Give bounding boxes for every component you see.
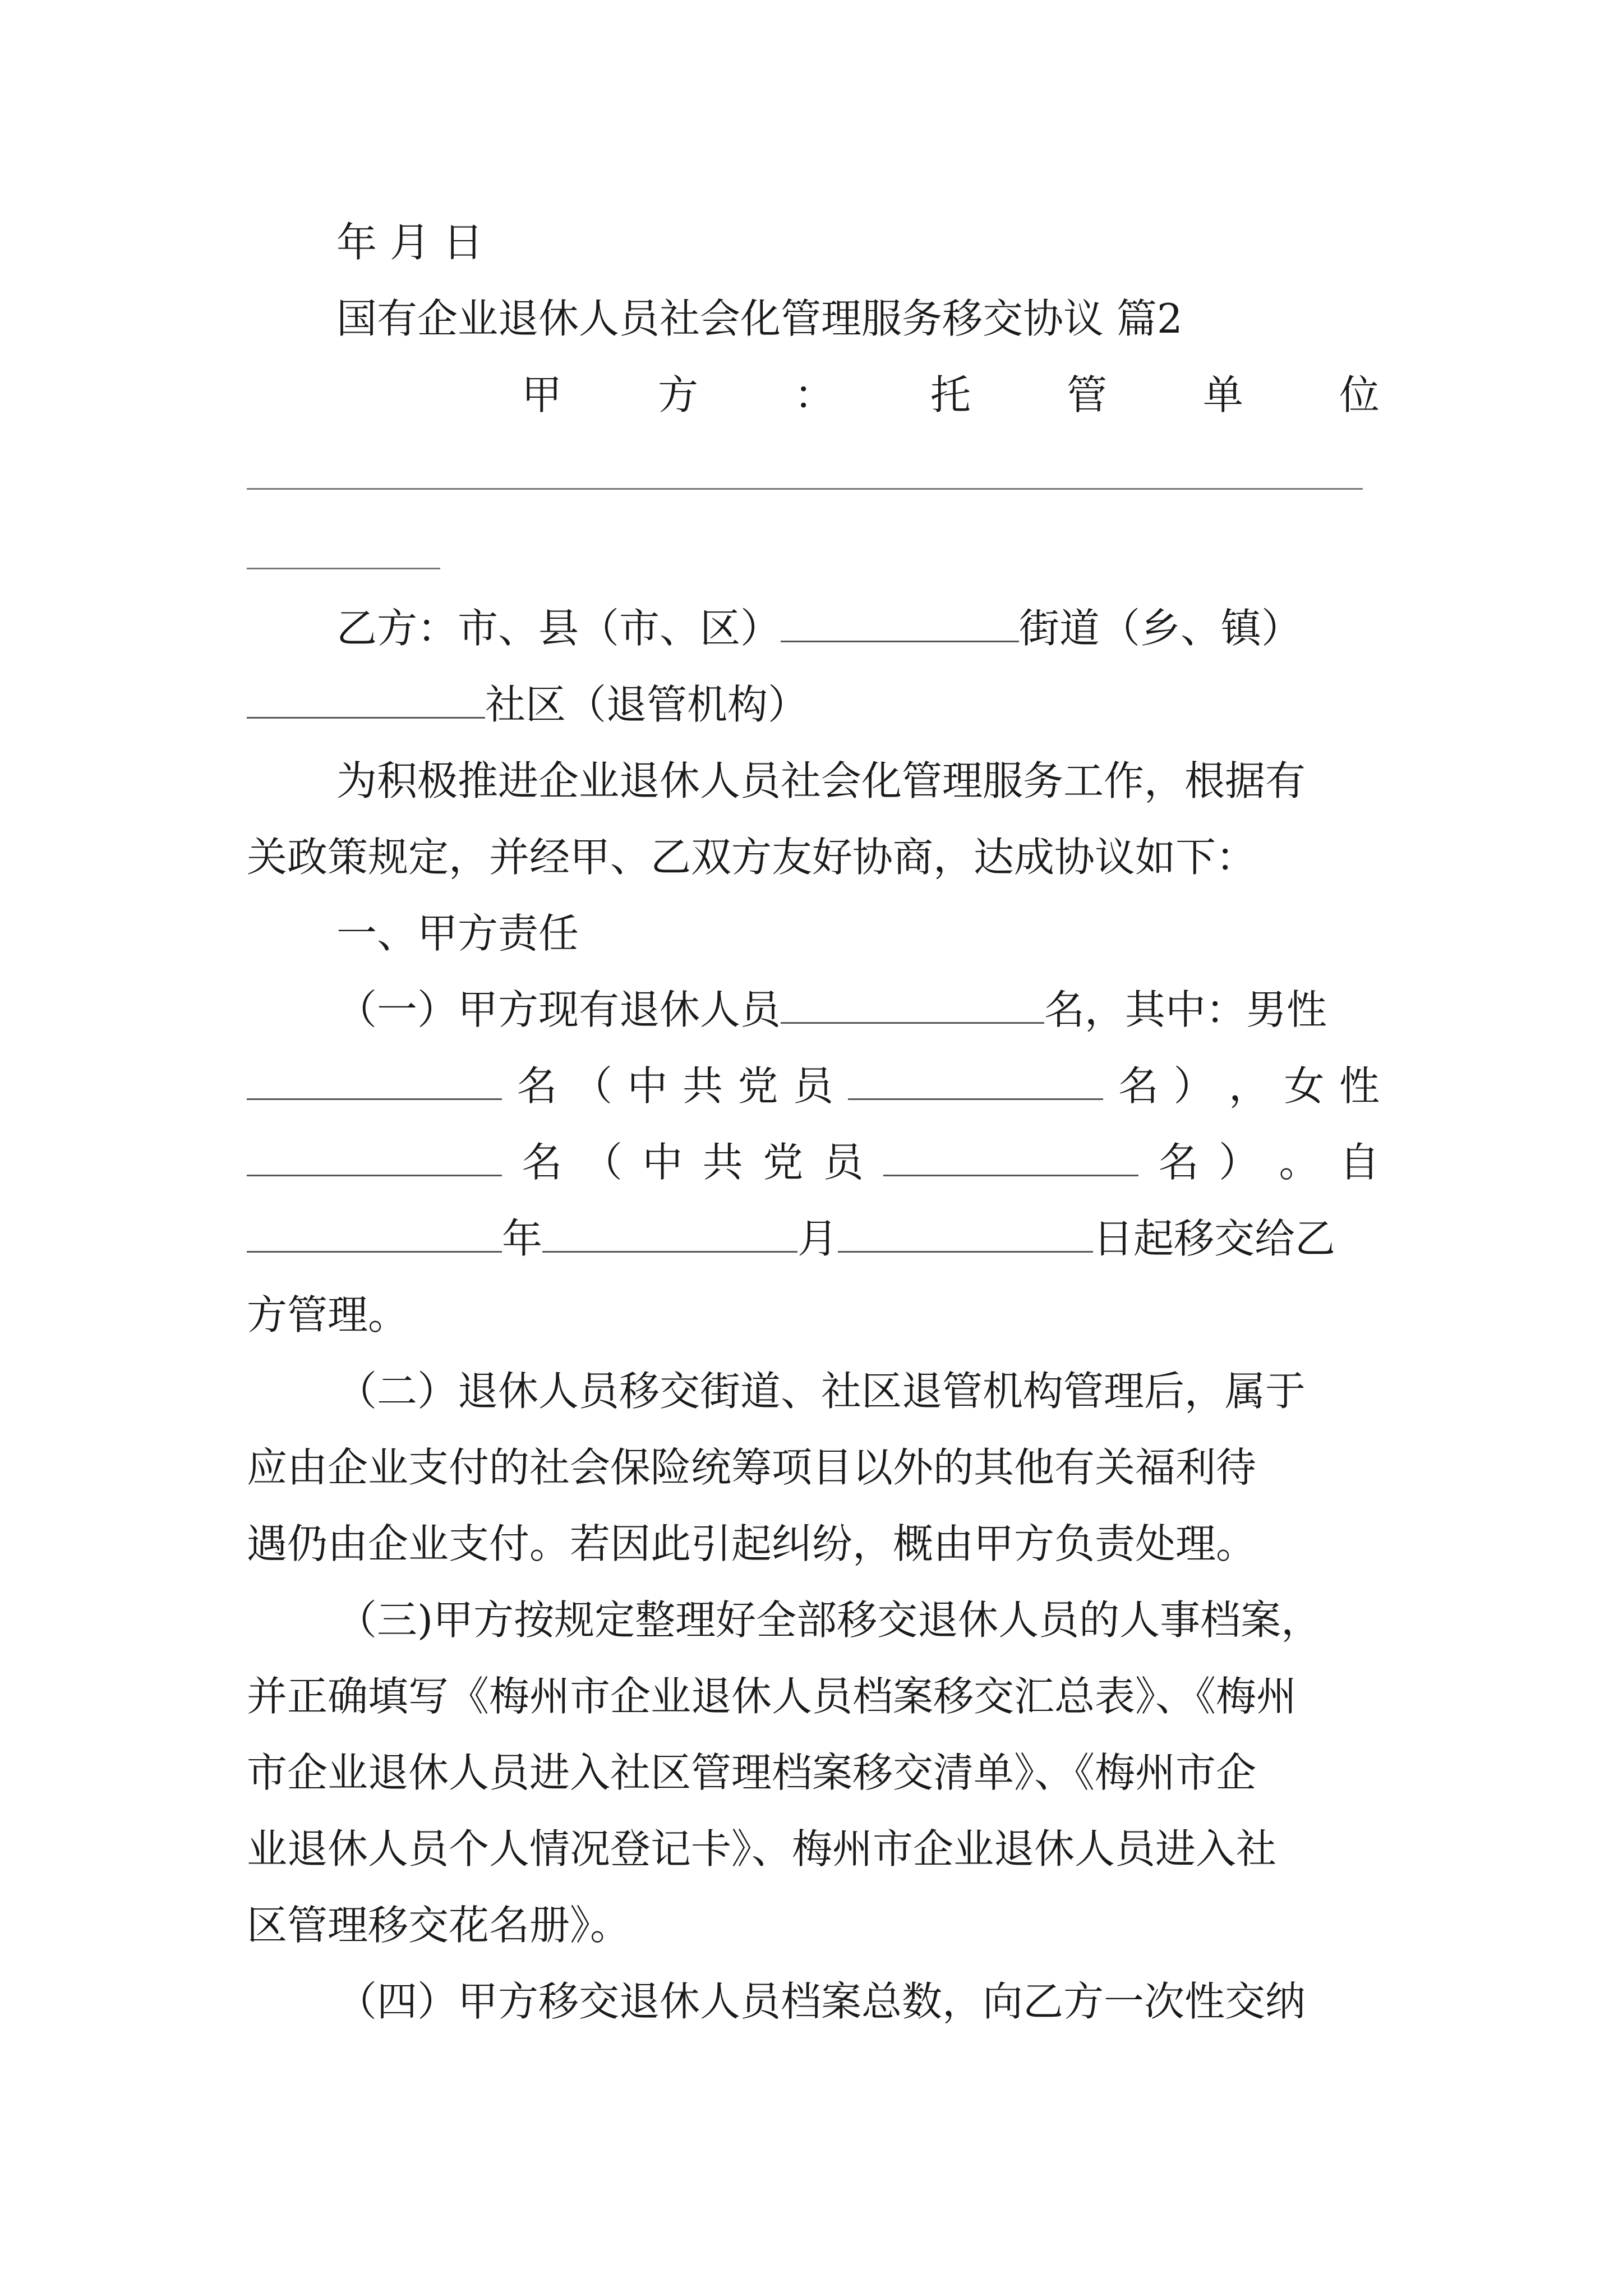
item-1-char: 性 <box>1339 1062 1380 1110</box>
item-1-char: 员 <box>823 1139 864 1186</box>
item-4-line-1: （四）甲方移交退休人员档案总数，向乙方一次性交纳 <box>336 1978 1306 2025</box>
item-1-line-2 <box>247 1052 1380 1120</box>
item-1-char: 名 <box>1158 1139 1199 1186</box>
item-1-line-5: 方管理。 <box>247 1291 409 1338</box>
item-1-char: 名 <box>517 1062 557 1110</box>
month-label: 月 <box>797 1215 838 1262</box>
party-a-char: 管 <box>1066 371 1107 418</box>
item-1-char: ） <box>1173 1062 1214 1110</box>
item-1-char: 员 <box>792 1062 833 1110</box>
item-3-line-4: 业退休人员个人情况登记卡》、梅州市企业退休人员进入社 <box>247 1825 1277 1872</box>
item-2-line-3: 遇仍由企业支付。若因此引起纠纷，概由甲方负责处理。 <box>247 1520 1257 1567</box>
year-blank <box>247 1212 502 1253</box>
female-party-member-blank <box>883 1135 1138 1176</box>
item-1-text: 名，其中：男性 <box>1044 986 1327 1033</box>
item-1-char: 。 <box>1279 1139 1320 1186</box>
item-3-line-2: 并正确填写《梅州市企业退休人员档案移交汇总表》、《梅州 <box>247 1673 1297 1720</box>
community-blank <box>247 678 485 719</box>
item-1-char: 自 <box>1339 1139 1380 1186</box>
item-1-char: 女 <box>1284 1062 1325 1110</box>
day-blank <box>838 1212 1093 1253</box>
item-1-char: 中 <box>642 1139 683 1186</box>
item-1-char: ， <box>1228 1062 1269 1110</box>
party-b-mid: 街道（乡、镇） <box>1019 605 1302 652</box>
item-3-line-5: 区管理移交花名册》。 <box>247 1902 631 1949</box>
item-1-char: 党 <box>763 1139 804 1186</box>
retiree-count-blank <box>781 983 1044 1024</box>
party-b-prefix: 乙方：市、县（市、区） <box>336 605 781 652</box>
item-3-line-1: （三)甲方按规定整理好全部移交退休人员的人事档案， <box>336 1596 1322 1644</box>
party-a-char: 位 <box>1339 371 1380 418</box>
item-1-line-4 <box>247 1205 1380 1272</box>
item-1-char: 名 <box>522 1139 562 1186</box>
female-count-blank <box>247 1135 502 1176</box>
item-1-text: 日起移交给乙 <box>1093 1215 1336 1262</box>
date-line: 年 月 日 <box>336 219 483 266</box>
item-1-char: （ <box>571 1062 612 1110</box>
item-1-char: 共 <box>682 1062 723 1110</box>
section-1-heading: 一、甲方责任 <box>336 910 579 957</box>
party-b-line-2 <box>247 671 1380 738</box>
party-a-fill-line-2 <box>247 568 440 569</box>
party-a-line <box>522 361 1380 429</box>
party-a-char: 单 <box>1202 371 1243 418</box>
party-b-line-1 <box>336 595 1380 662</box>
year-label: 年 <box>502 1215 543 1262</box>
intro-line-1: 为积极推进企业退休人员社会化管理服务工作，根据有 <box>336 757 1306 804</box>
month-blank <box>542 1212 797 1253</box>
item-1-text: （一）甲方现有退休人员 <box>336 986 781 1033</box>
party-a-char: 方 <box>657 371 698 418</box>
party-b-suffix: 社区（退管机构） <box>485 681 809 728</box>
item-2-line-2: 应由企业支付的社会保险统筹项目以外的其他有关福利待 <box>247 1444 1257 1491</box>
item-1-char: ） <box>1219 1139 1260 1186</box>
party-a-char: 甲 <box>522 371 562 418</box>
item-1-line-3 <box>247 1129 1380 1196</box>
intro-line-2: 关政策规定，并经甲、乙双方友好协商，达成协议如下： <box>247 834 1257 881</box>
party-a-fill-line <box>247 488 1363 490</box>
party-a-char: 托 <box>930 371 971 418</box>
street-blank <box>781 601 1019 642</box>
item-2-line-1: （二）退休人员移交街道、社区退管机构管理后，属于 <box>336 1368 1306 1415</box>
item-1-char: 中 <box>627 1062 668 1110</box>
party-a-char: ： <box>794 371 834 418</box>
male-party-member-blank <box>848 1059 1103 1100</box>
item-3-line-3: 市企业退休人员进入社区管理档案移交清单》、《梅州市企 <box>247 1749 1257 1796</box>
item-1-line-1 <box>336 976 1380 1043</box>
male-count-blank <box>247 1059 502 1100</box>
item-1-char: 名 <box>1118 1062 1159 1110</box>
item-1-char: 党 <box>737 1062 778 1110</box>
agreement-title: 国有企业退休人员社会化管理服务移交协议 篇2 <box>336 295 1183 342</box>
item-1-char: （ <box>582 1139 623 1186</box>
item-1-char: 共 <box>702 1139 743 1186</box>
